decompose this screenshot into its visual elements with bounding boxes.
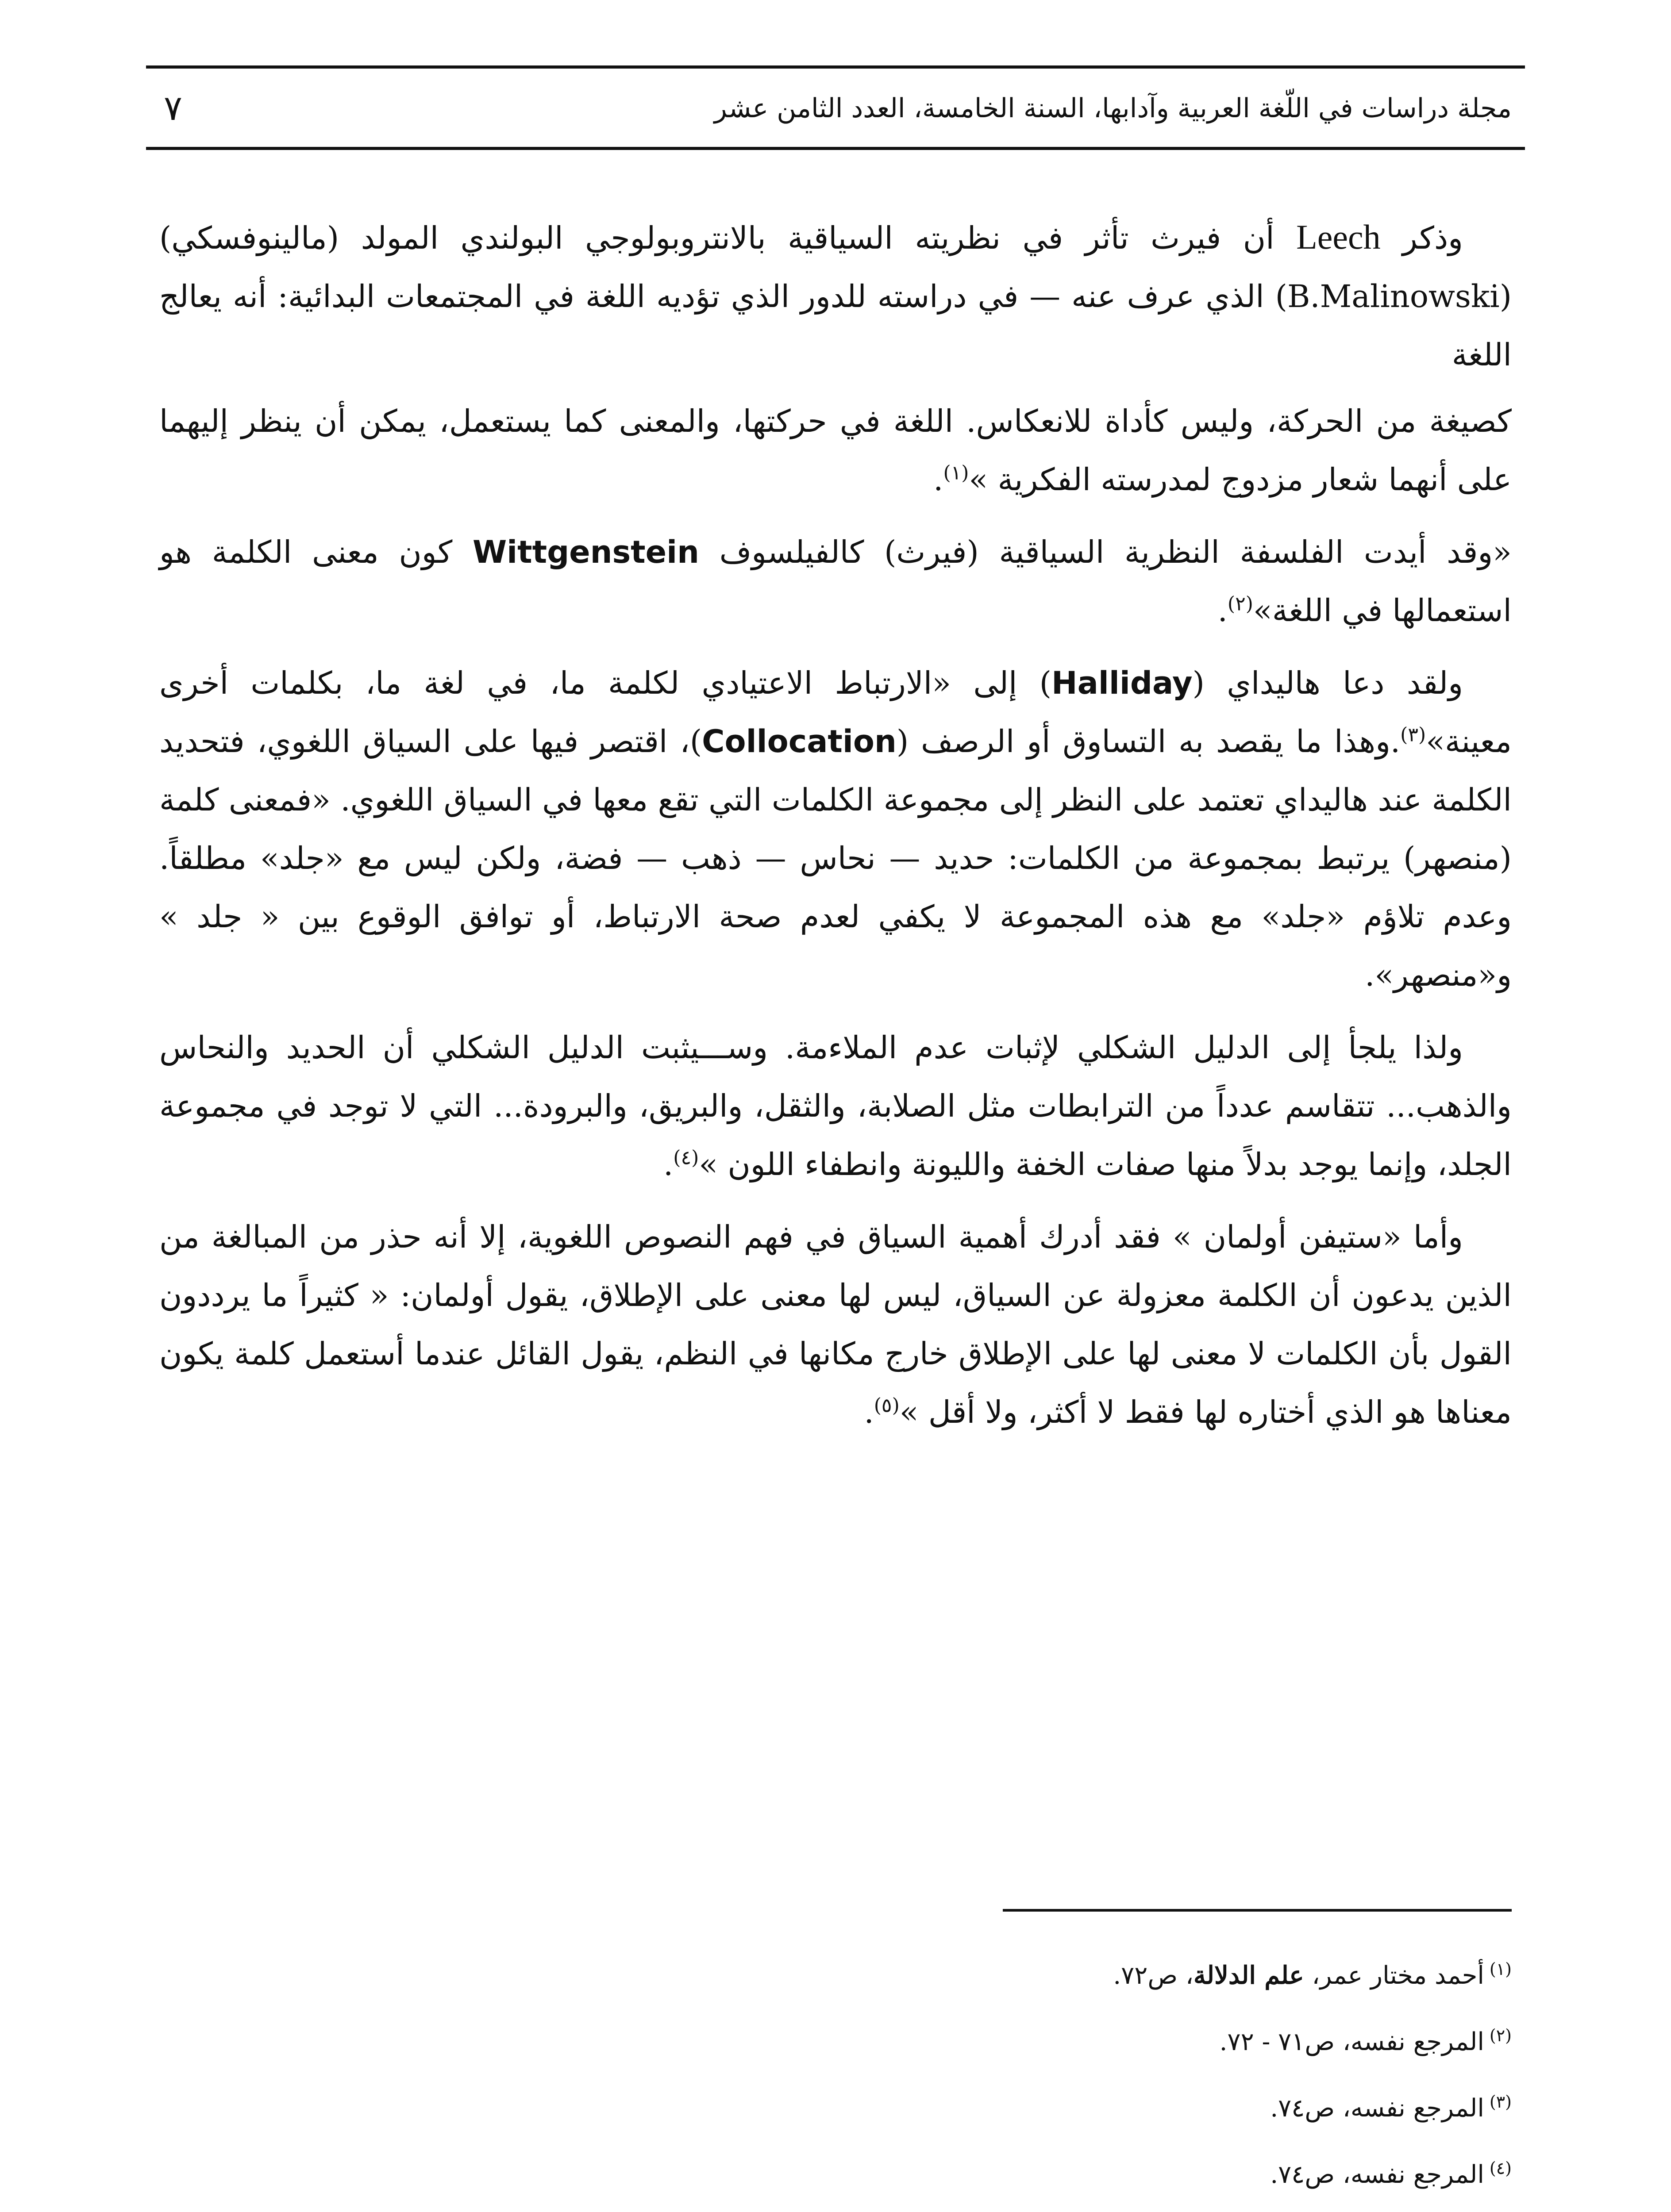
footnote-text: المرجع نفسه، ص٧٤.: [1270, 2094, 1484, 2123]
footnote-mark: (٢): [1489, 2026, 1512, 2046]
p2-end: .: [933, 461, 943, 498]
p1-latin-term: Leech: [1296, 218, 1381, 256]
p3-end: .: [1217, 592, 1228, 629]
footnote-text: أحمد مختار عمر،: [1304, 1961, 1484, 1990]
footnote-book-title: علم الدلالة: [1193, 1961, 1304, 1990]
p5-end: .: [663, 1146, 674, 1183]
paragraph-6: [159, 1208, 1512, 1441]
footnote-ref-1[interactable]: (١): [943, 461, 969, 484]
paragraph-5: [159, 1018, 1512, 1194]
footnote-ref-2[interactable]: (٢): [1227, 592, 1253, 615]
footnote-text: المرجع نفسه، ص٧٤.: [1270, 2160, 1484, 2189]
p5-text: ولذا يلجأ إلى الدليل الشكلي لإثبات عدم الملاءمة. وســـيثبت الدليل الشكلي أن الحديد والنحاس والذهب... تتقاسم عدداً من الترابطات مثل الصلابة، والثقل، والبريق، والبرودة... التي لا توجد في مجموعة الجلد، وإنما يوجد بدلاً منها صفات الخفة والليونة وانطفاء اللون »: [159, 1029, 1512, 1183]
p3-text-b: كون معنى الكلمة هو استعمالها في اللغة»: [159, 534, 1512, 629]
p4-text-c: .وهذا ما يقصد به التساوق أو الرصف (: [896, 723, 1401, 760]
journal-title: مجلة دراسات في اللّغة العربية وآدابها، السنة الخامسة، العدد الثامن عشر: [714, 93, 1512, 124]
footnote-5: [159, 2208, 1512, 2212]
footnote-separator: [1003, 1909, 1512, 1912]
footnote-ref-3[interactable]: (٣): [1400, 723, 1426, 746]
p1-text-a: وذكر: [1380, 220, 1463, 256]
footnote-3: [159, 2075, 1512, 2142]
p3-latin-term: Wittgenstein: [472, 534, 699, 570]
footnote-mark: (٣): [1489, 2092, 1512, 2112]
footnote-ref-5[interactable]: (٥): [874, 1394, 900, 1417]
footnote-page: ، ص٧٢.: [1113, 1961, 1194, 1990]
p2-text: كصيغة من الحركة، وليس كأداة للانعكاس. اللغة في حركتها، والمعنى كما يستعمل، يمكن أن ينظر إليهما على أنهما شعار مزدوج لمدرسته الفكرية »: [159, 403, 1512, 498]
footnote-4: [159, 2142, 1512, 2208]
header-top-rule: [146, 65, 1525, 69]
running-header: [146, 77, 1525, 139]
p4-latin-term: Halliday: [1051, 665, 1193, 701]
header-bottom-rule: [146, 147, 1525, 150]
paragraph-2: [159, 392, 1512, 509]
p4-text-b: ) إلى «الارتباط الاعتيادي لكلمة ما، في لغة ما، بكلمات أخرى معينة»: [159, 665, 1512, 760]
p4-text-a: ولقد دعا هاليداي (: [1192, 665, 1463, 701]
p6-text: وأما «ستيفن أولمان » فقد أدرك أهمية السياق في فهم النصوص اللغوية، إلا أنه حذر من المبالغة من الذين يدعون أن الكلمة معزولة عن السياق، ليس لها معنى على الإطلاق، يقول أولمان: « كثيراً ما يرددون القول بأن الكلمات لا معنى لها على الإطلاق خارج مكانها في النظم، يقول القائل عندما أستعمل كلمة يكون معناها هو الذي أختاره لها فقط لا أكثر، ولا أقل »: [159, 1219, 1512, 1430]
p3-text-a: «وقد أيدت الفلسفة النظرية السياقية (فيرث) كالفيلسوف: [699, 534, 1512, 570]
footnote-2: [159, 2009, 1512, 2075]
p6-end: .: [864, 1394, 874, 1430]
footnote-mark: (١): [1489, 1959, 1512, 1979]
footnotes: [159, 1942, 1512, 2212]
body-text: [159, 208, 1512, 1449]
paragraph-1: [159, 208, 1512, 384]
footnote-text: المرجع نفسه، ص٧١ - ٧٢.: [1219, 2028, 1484, 2056]
paragraph-4: [159, 654, 1512, 1004]
footnote-ref-4[interactable]: (٤): [673, 1146, 699, 1169]
p4-text-d: )، اقتصر فيها على السياق اللغوي، فتحديد الكلمة عند هاليداي تعتمد على النظر إلى مجموعة الكلمات التي تقع معها في السياق اللغوي. «فمعنى كلمة (منصهر) يرتبط بمجموعة من الكلمات: حديد — نحاس — ذهب — فضة، ولكن ليس مع «جلد» مطلقاً. وعدم تلاؤم «جلد» مع هذه المجموعة لا يكفي لعدم صحة الارتباط، أو توافق الوقوع بين « جلد » و«منصهر».: [159, 723, 1512, 993]
p1-text-c: ) الذي عرف عنه — في دراسته للدور الذي تؤديه اللغة في المجتمعات البدائية: أنه يعالج اللغة: [159, 278, 1512, 373]
paragraph-3: [159, 523, 1512, 640]
p1-latin-name: B.Malinowski: [1287, 278, 1500, 315]
p4-latin-term-2: Collocation: [702, 723, 897, 760]
p1-text-b: أن فيرث تأثر في نظريته السياقية بالانتروبولوجي البولندي المولد (مالينوفسكي) (: [159, 220, 1512, 315]
footnote-mark: (٤): [1489, 2158, 1512, 2178]
footnote-1: [159, 1942, 1512, 2009]
page-number: ٧: [164, 88, 182, 128]
